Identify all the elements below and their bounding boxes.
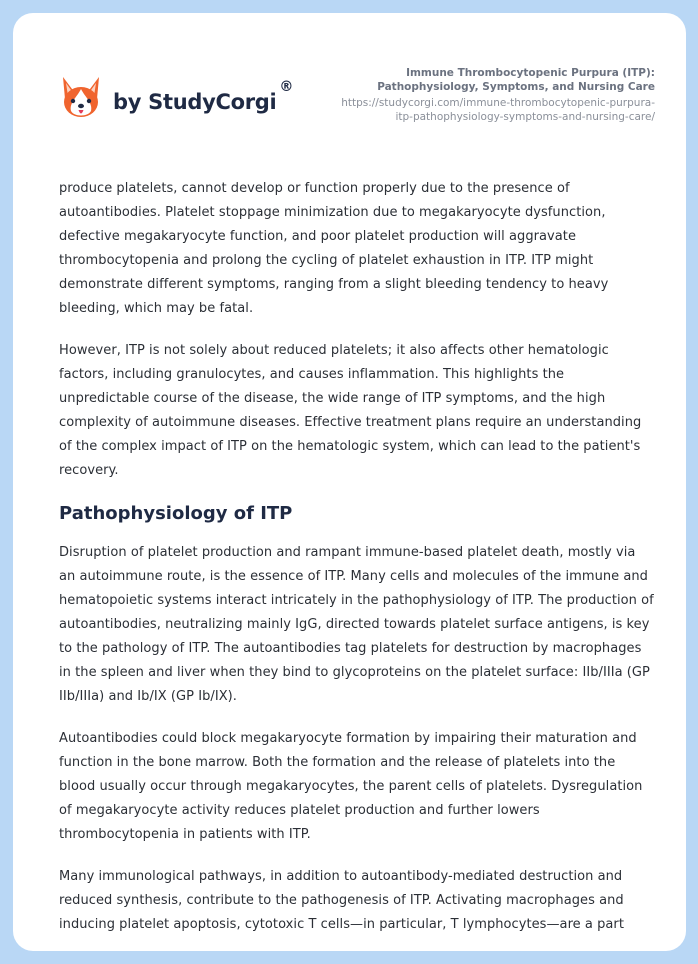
section-heading: Pathophysiology of ITP xyxy=(59,503,293,524)
paragraph: Many immunological pathways, in addition to autoantibody-mediated destruction and reduced synthesis, contribute to the pathogenesis of ITP. Activating macrophages and inducing platelet apoptosis, cytotoxic T cells—in particular, T lymphocytes—are a part xyxy=(59,869,624,932)
document-title-line-1: Immune Thrombocytopenic Purpura (ITP): xyxy=(406,67,655,79)
brand-name: by StudyCorgi xyxy=(113,90,277,114)
document-url-line-1[interactable]: https://studycorgi.com/immune-thrombocytopenic-purpura- xyxy=(341,97,655,109)
document-url-line-2[interactable]: itp-pathophysiology-symptoms-and-nursing-care/ xyxy=(395,111,655,123)
document-header-info xyxy=(315,66,655,124)
paragraph: Autoantibodies could block megakaryocyte formation by impairing their maturation and function in the bone marrow. Both the formation and the release of platelets into the blood usually occur through megakaryocytes, the parent cells of platelets. Dysregulation of megakaryocyte activity reduces platelet production and further lowers thrombocytopenia in patients with ITP. xyxy=(59,731,643,842)
document-title-line-2: Pathophysiology, Symptoms, and Nursing Care xyxy=(377,81,655,93)
paragraph: However, ITP is not solely about reduced platelets; it also affects other hematologic factors, including granulocytes, and causes inflammation. This highlights the unpredictable course of the disease, the wide range of ITP symptoms, and the high complexity of autoimmune diseases. Effective treatment plans require an understanding of the complex impact of ITP on the hematologic system, which can lead to the patient's recovery. xyxy=(59,343,642,478)
paragraph: Disruption of platelet production and rampant immune-based platelet death, mostly via an autoimmune route, is the essence of ITP. Many cells and molecules of the immune and hematopoietic systems interact intricately in the pathophysiology of ITP. The production of autoantibodies, neutralizing mainly IgG, directed towards platelet surface antigens, is key to the pathology of ITP. The autoantibodies tag platelets for destruction by macrophages in the spleen and liver when they bind to glycoproteins on the platelet surface: IIb/IIIa (GP IIb/IIIa) and Ib/IX (GP Ib/IX). xyxy=(59,545,654,704)
registered-mark: ® xyxy=(279,79,294,95)
paragraph: produce platelets, cannot develop or function properly due to the presence of autoantibodies. Platelet stoppage minimization due to megakaryocyte dysfunction, defective megakaryocyte function, and poor platelet production will aggravate thrombocytopenia and prolong the cycling of platelet exhaustion in ITP. ITP might demonstrate different symptoms, ranging from a slight bleeding tendency to heavy bleeding, which may be fatal. xyxy=(59,181,609,316)
corgi-logo-icon xyxy=(59,75,103,123)
document-url[interactable] xyxy=(315,96,655,124)
document-title xyxy=(315,66,655,94)
document-body xyxy=(59,177,655,951)
document-page xyxy=(13,13,686,951)
studycorgi-logo[interactable] xyxy=(59,75,293,123)
